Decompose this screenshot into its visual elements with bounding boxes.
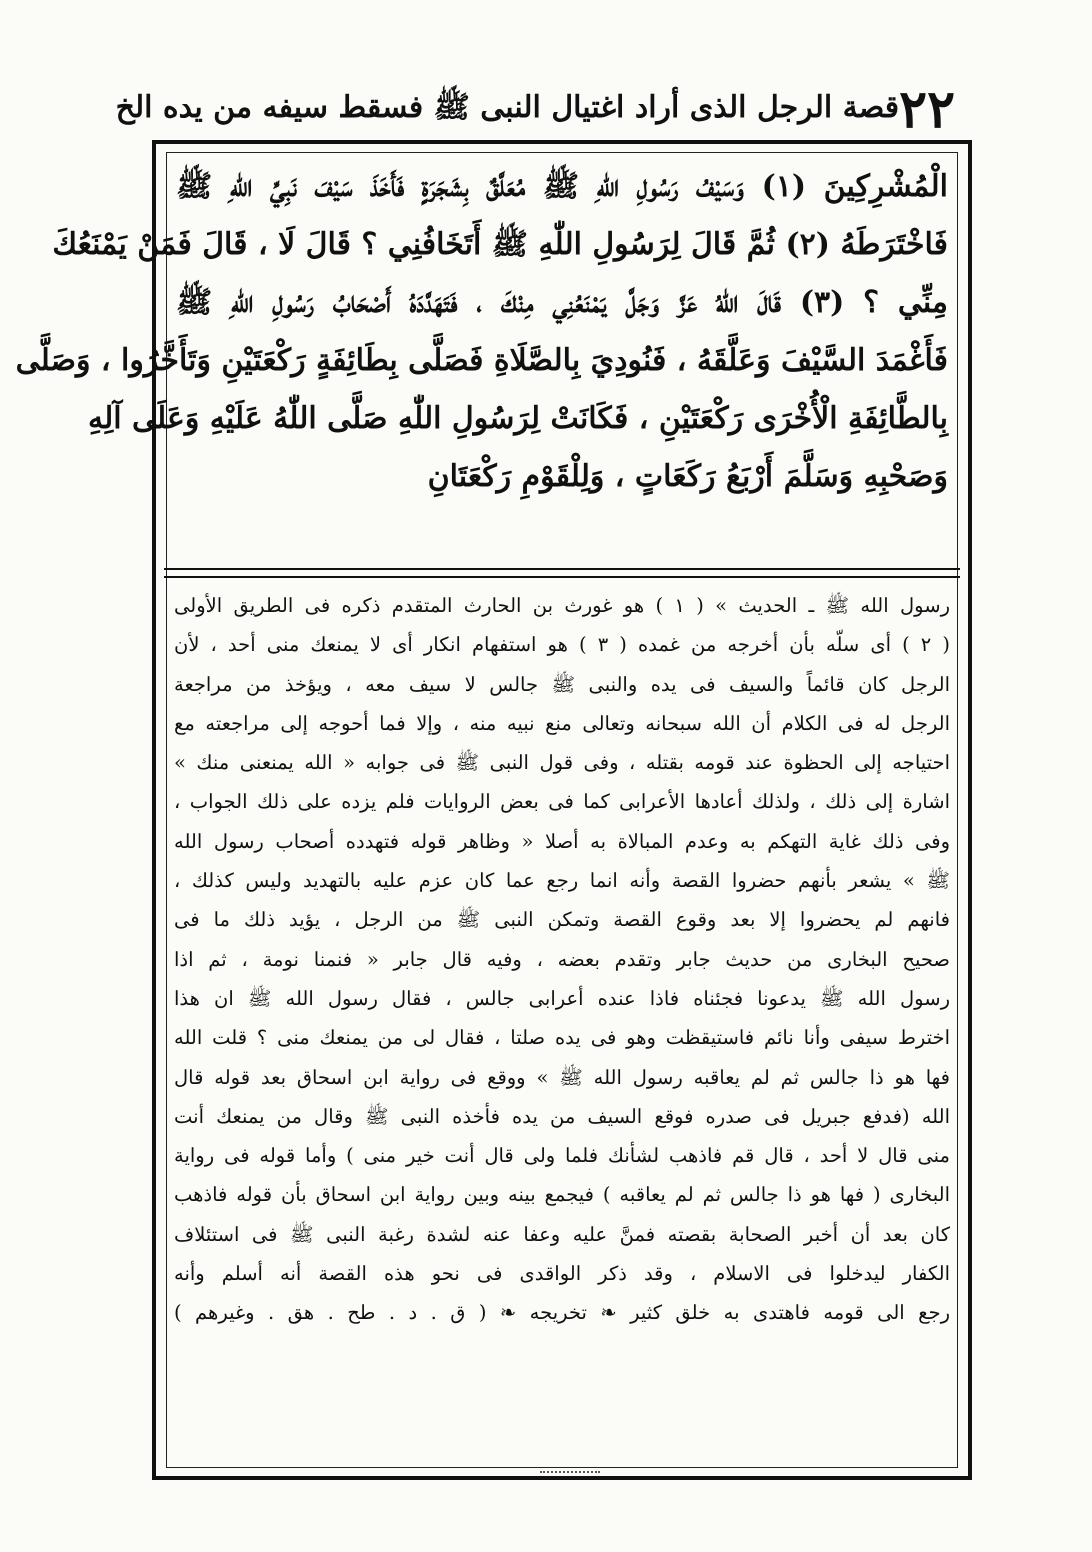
commentary-line: رسول الله ﷺ يدعونا فجئناه فاذا عنده أعرابى جالس ، فقال رسول الله ﷺ ان هذا	[174, 986, 950, 1010]
commentary-line: ( ٢ ) أى سلّه بأن أخرجه من غمده ( ٣ ) هو استفهام انكار أى لا يمنعك منى أحد ، لأن	[174, 633, 950, 657]
hadith-text	[15, 158, 948, 568]
page-frame	[15, 140, 972, 1480]
commentary-text	[174, 586, 950, 1462]
bottom-ornament	[540, 1471, 600, 1479]
page-number: ٢٢	[899, 79, 955, 140]
hadith-line: بِالطَّائِفَةِ الْأُخْرَى رَكْعَتَيْنِ ، فَكَانَتْ لِرَسُولِ اللّٰهِ صَلَّى اللّٰهُ عَلَيْهِ وَعَلَى آلِهِ	[88, 401, 948, 436]
commentary-line: الله (فدفع جبريل فى صدره فوقع السيف من يده فأخذه النبى ﷺ وقال من يمنعك أنت	[174, 1104, 950, 1128]
commentary-line: الرجل له فى الكلام أن الله سبحانه وتعالى منع نبيه منه ، وإلا فما أحوجه إلى مراجعته مع	[174, 711, 950, 735]
commentary-line: رجع الى قومه فاهتدى به خلق كثير ❧ تخريجه ❧ ( ق . د . طح . هق . وغيرهم )	[174, 1301, 950, 1325]
commentary-line: وفى ذلك غاية التهكم به وعدم المبالاة به أصلا « وظاهر قوله فتهدده أصحاب رسول الله	[174, 829, 950, 853]
commentary-line: البخارى ( فها هو ذا جالس ثم لم يعاقبه ) فيجمع بينه وبين رواية ابن اسحاق بأن قوله فاذهب	[174, 1183, 950, 1207]
commentary-line: اشارة إلى ذلك ، ولذلك أعادها الأعرابى كما فى بعض الروايات فلم يزده على ذلك الجواب ،	[174, 790, 950, 814]
commentary-line: صحيح البخارى من حديث جابر وتقدم بعضه ، وفيه قال جابر « فنمنا نومة ، ثم اذا	[174, 947, 950, 971]
commentary-line: ﷺ » يشعر بأنهم حضروا القصة وأنه انما رجع عما كان عزم عليه بالتهديد وليس كذلك ،	[174, 869, 950, 893]
hadith-line: فَأَغْمَدَ السَّيْفَ وَعَلَّقَهُ ، فَنُودِيَ بِالصَّلَاةِ فَصَلَّى بِطَائِفَةٍ رَكْعَتَيْنِ وَتَأَخَّرُوا ، وَصَلَّى	[15, 343, 948, 378]
commentary-line: احتياجه إلى الحظوة عند قومه بقتله ، وفى قول النبى ﷺ فى جوابه « الله يمنعنى منك »	[174, 751, 950, 775]
commentary-line: الكفار ليدخلوا فى الاسلام ، وقد ذكر الواقدى فى نحو هذه القصة أنه أسلم وأنه	[174, 1262, 950, 1286]
page-header	[115, 79, 955, 140]
commentary-line: الرجل كان قائماً والسيف فى يده والنبى ﷺ جالس لا سيف معه ، ويؤخذ من مراجعة	[174, 672, 950, 696]
commentary-line: فها هو ذا جالس ثم لم يعاقبه رسول الله ﷺ » ووقع فى رواية ابن اسحاق بعد قوله قال	[174, 1065, 950, 1089]
commentary-line: كان بعد أن أخبر الصحابة بقصته فمنَّ عليه وعفا عنه لشدة رغبة النبى ﷺ فى استئلاف	[174, 1222, 950, 1246]
commentary-line: اخترط سيفى وأنا نائم فاستيقظت وهو فى يده صلتا ، فقال لى من يمنعك منى ؟ قلت الله	[174, 1026, 950, 1050]
running-title: قصة الرجل الذى أراد اغتيال النبى ﷺ فسقط سيفه من يده الخ	[115, 89, 900, 125]
commentary-line: فانهم لم يحضروا إلا بعد وقوع القصة وتمكن النبى ﷺ من الرجل ، يؤيد ذلك ما فى	[174, 908, 950, 932]
commentary-line: رسول الله ﷺ ـ الحديث » ( ١ ) هو غورث بن الحارث المتقدم ذكره فى الطريق الأولى	[174, 594, 950, 617]
hadith-line: الْمُشْرِكِينَ (١) وَسَيْفُ رَسُولِ اللّٰهِ ﷺ مُعَلَّقٌ بِشَجَرَةٍ فَأَخَذَ سَيْفَ نَبِيِّ اللّٰهِ ﷺ	[176, 169, 948, 204]
hadith-line: فَاخْتَرَطَهُ (٢) ثُمَّ قَالَ لِرَسُولِ اللّٰهِ ﷺ أَتَخَافُنِي ؟ قَالَ لَا ، قَالَ فَمَنْ يَمْنَعُكَ	[52, 227, 948, 262]
hadith-line: مِنِّي ؟ (٣) قَالَ اللّٰهُ عَزَّ وَجَلَّ يَمْنَعُنِي مِنْكَ ، فَتَهَدَّدَهُ أَصْحَابُ رَسُولِ اللّٰهِ ﷺ	[176, 285, 948, 320]
hadith-line: وَصَحْبِهِ وَسَلَّمَ أَرْبَعُ رَكَعَاتٍ ، وَلِلْقَوْمِ رَكْعَتَانِ	[427, 459, 948, 494]
section-divider	[164, 568, 960, 578]
commentary-line: منى قال لا أحد ، قال قم فاذهب لشأنك فلما ولى قال أنت خير منى ) وأما قوله فى رواية	[174, 1144, 950, 1168]
